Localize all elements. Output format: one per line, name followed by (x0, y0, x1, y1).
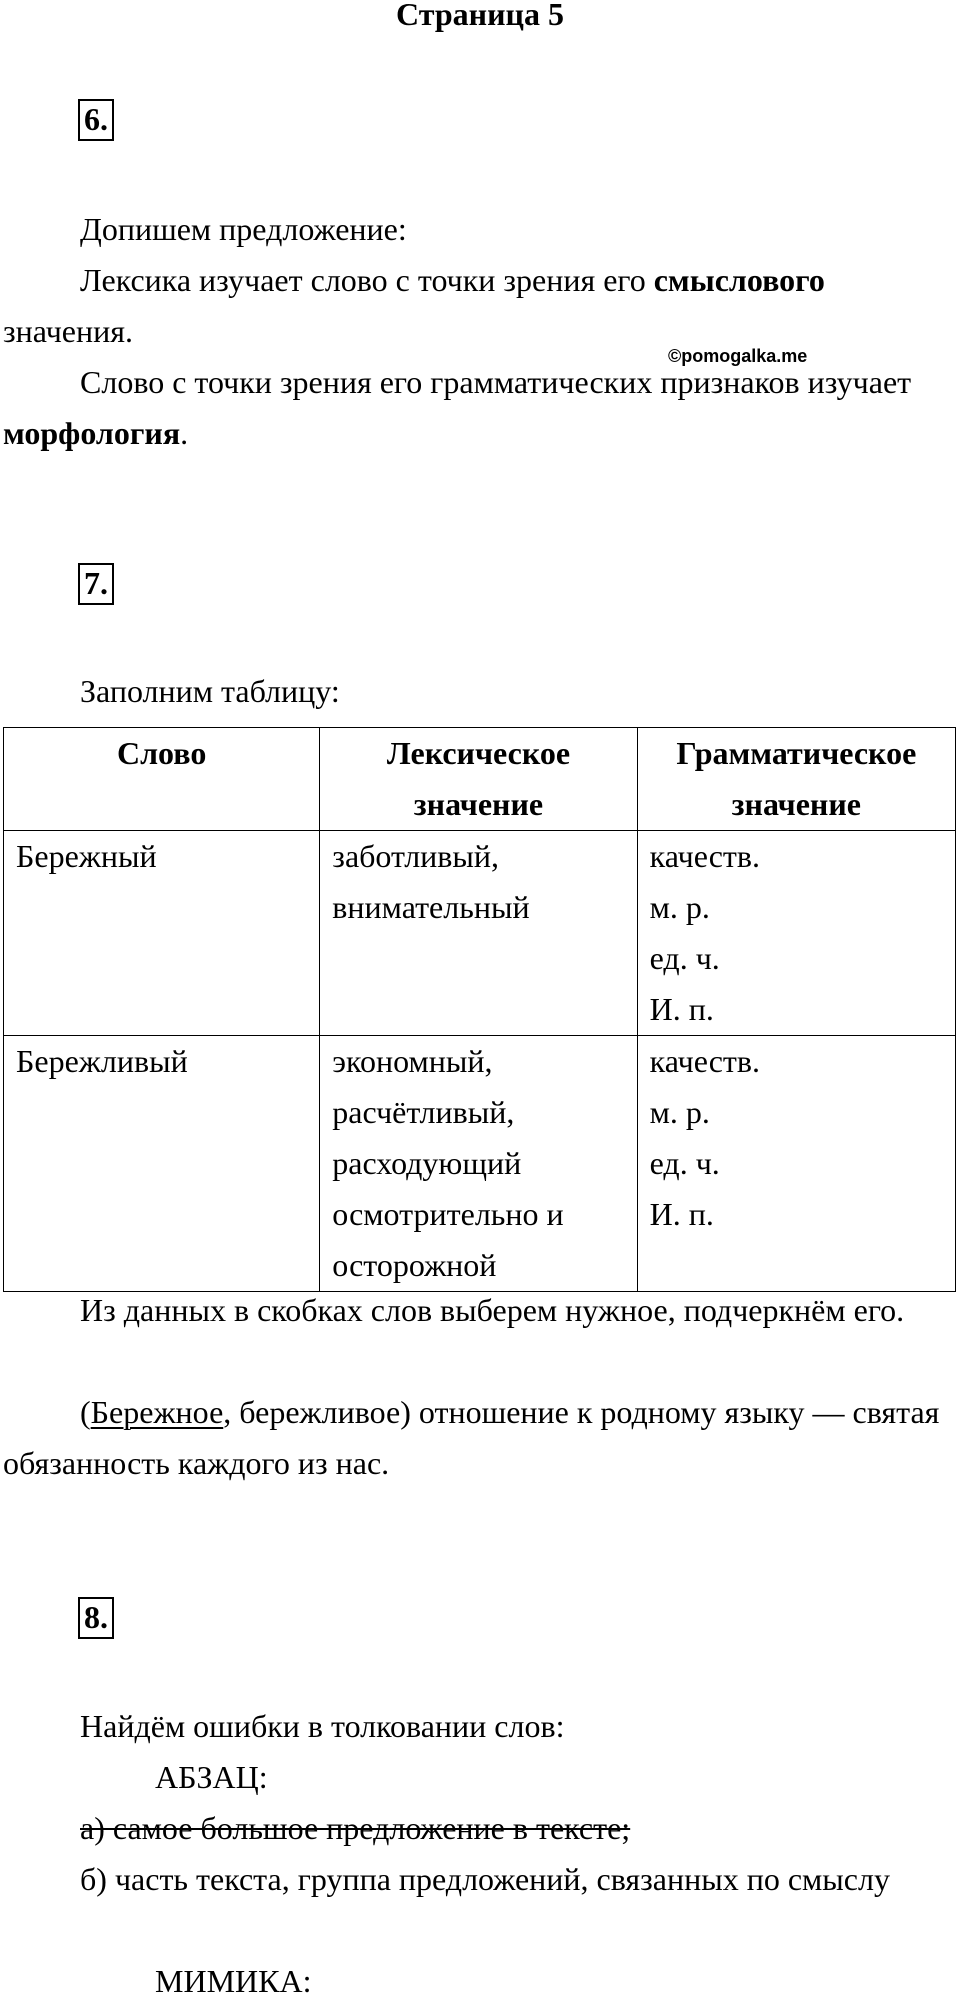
page-title: Страница 5 (396, 0, 564, 32)
watermark: ©pomogalka.me (668, 346, 808, 366)
cell-line: ед. ч. (649, 940, 720, 976)
cell-line: внимательный (332, 889, 530, 925)
cell-line: осторожной (332, 1247, 497, 1283)
table-header-cell: Лексическое значение (320, 728, 637, 831)
table-cell-grammatical (637, 1036, 955, 1292)
table-cell-lexical (320, 1036, 637, 1292)
choice-underlined-word: Бережное (90, 1394, 224, 1430)
task-6-s2-end: . (180, 415, 189, 451)
task-8-word-1-b: б) часть текста, группа предложений, связанных по смыслу (80, 1861, 890, 1897)
cell-line: м. р. (649, 1094, 710, 1130)
task-8-number: 8. (78, 1597, 114, 1639)
cell-line: ед. ч. (649, 1145, 720, 1181)
table-cell-word: Бережливый (4, 1036, 320, 1292)
cell-line: расходующий (332, 1145, 522, 1181)
lexical-table (3, 727, 956, 1292)
table-row (4, 831, 956, 1036)
task-6-s2-text: Слово с точки зрения его грамматических признаков изучает (80, 364, 912, 400)
cell-line: И. п. (649, 991, 714, 1027)
table-header-row (4, 728, 956, 831)
table-cell-lexical (320, 831, 637, 1036)
cell-line: заботливый, (332, 838, 500, 874)
cell-line: качеств. (649, 838, 760, 874)
table-cell-grammatical (637, 831, 955, 1036)
task-7-intro: Заполним таблицу: (80, 673, 340, 709)
table-header-cell: Слово (4, 728, 320, 831)
task-6-intro: Допишем предложение: (80, 211, 407, 247)
table-row (4, 1036, 956, 1292)
cell-line: м. р. (649, 889, 710, 925)
task-8-word-2: МИМИКА: (155, 1963, 312, 1999)
choice-rest: , бережливое) отношение к родному языку — святая обязанность каждого из нас. (3, 1394, 940, 1481)
table-header-cell: Грамматическое значение (637, 728, 955, 831)
task-8-intro: Найдём ошибки в толковании слов: (80, 1708, 565, 1744)
task-6-sentence-2 (3, 357, 953, 459)
task-8-word-1-a (3, 1803, 953, 1854)
task-8-word-1: АБЗАЦ: (155, 1759, 268, 1795)
task-6-s2-answer: морфология (3, 415, 181, 451)
table-cell-word: Бережный (4, 831, 320, 1036)
task-6-sentence-1 (3, 255, 953, 357)
task-6-number: 6. (78, 99, 114, 141)
task-6-s1-answer: смыслового (653, 262, 825, 298)
cell-line: И. п. (649, 1196, 714, 1232)
task-6-s1-end: значения. (3, 313, 133, 349)
cell-line: качеств. (649, 1043, 760, 1079)
struck-definition: а) самое большое предложение в тексте; (80, 1810, 631, 1846)
cell-line: осмотрительно и (332, 1196, 564, 1232)
task-6-s1-text: Лексика изучает слово с точки зрения его (80, 262, 654, 298)
task-7-number: 7. (78, 563, 114, 605)
task-7-choice-sentence (3, 1387, 953, 1489)
cell-line: расчётливый, (332, 1094, 515, 1130)
cell-line: экономный, (332, 1043, 493, 1079)
choice-open: ( (80, 1394, 91, 1430)
task-7-choice-intro: Из данных в скобках слов выберем нужное, подчеркнём его. (80, 1292, 905, 1328)
